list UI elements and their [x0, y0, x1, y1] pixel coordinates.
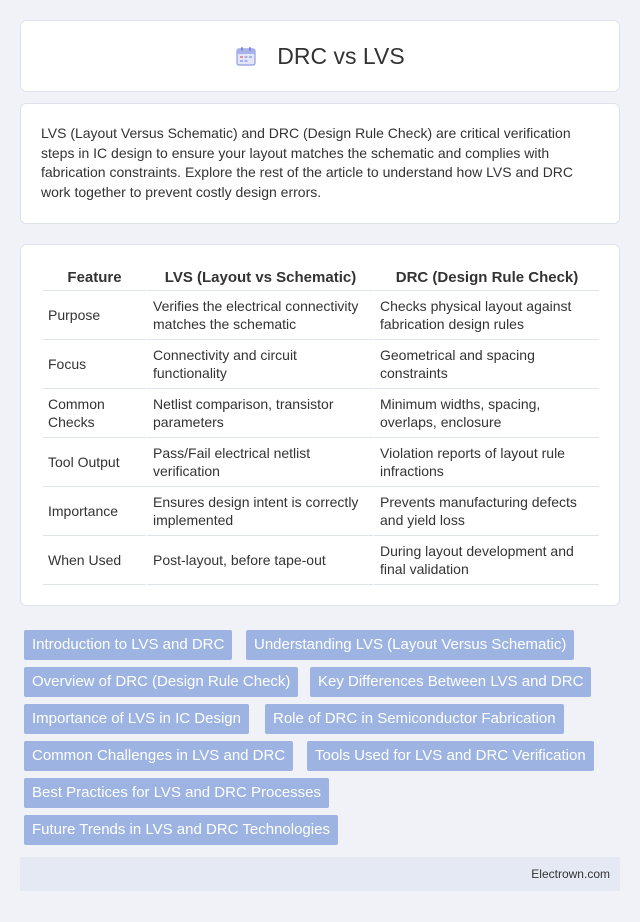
topic-link-key-differences[interactable]: Key Differences Between LVS and DRC	[310, 667, 591, 697]
cell-drc: Violation reports of layout rule infractions	[373, 438, 599, 487]
topic-link-overview-drc[interactable]: Overview of DRC (Design Rule Check)	[24, 667, 298, 697]
cell-drc: Minimum widths, spacing, overlaps, enclosure	[373, 389, 599, 438]
cell-feature: Focus	[43, 340, 146, 389]
topic-link-importance-lvs[interactable]: Importance of LVS in IC Design	[24, 704, 249, 734]
footer	[20, 857, 620, 891]
cell-feature: Purpose	[43, 291, 146, 340]
topic-link-introduction[interactable]: Introduction to LVS and DRC	[24, 630, 232, 660]
cell-drc: Checks physical layout against fabrication design rules	[373, 291, 599, 340]
comparison-table-card	[20, 244, 620, 606]
cell-drc: Geometrical and spacing constraints	[373, 340, 599, 389]
topic-link-best-practices[interactable]: Best Practices for LVS and DRC Processes	[24, 778, 329, 808]
cell-feature: Tool Output	[43, 438, 146, 487]
intro-text: LVS (Layout Versus Schematic) and DRC (Design Rule Check) are critical verification steps in IC design to ensure your layout matches the schematic and complies with fabrication constraints. Explore the rest of the article to understand how LVS and DRC work together to prevent costly design errors.	[41, 125, 574, 200]
intro-card	[20, 103, 620, 224]
table-row	[43, 291, 599, 340]
table-row	[43, 438, 599, 487]
cell-lvs: Netlist comparison, transistor parameters	[146, 389, 373, 438]
cell-lvs: Pass/Fail electrical netlist verification	[146, 438, 373, 487]
cell-lvs: Ensures design intent is correctly implemented	[146, 487, 373, 536]
header-drc: DRC (Design Rule Check)	[373, 265, 599, 291]
cell-feature: Importance	[43, 487, 146, 536]
footer-site-name: Electrown.com	[531, 867, 610, 881]
calendar-icon	[235, 45, 257, 67]
table-row	[43, 389, 599, 438]
page-title: DRC vs LVS	[277, 42, 405, 69]
topic-link-tools-used[interactable]: Tools Used for LVS and DRC Verification	[307, 741, 594, 771]
header-feature: Feature	[43, 265, 146, 291]
header-lvs: LVS (Layout vs Schematic)	[146, 265, 373, 291]
cell-drc: Prevents manufacturing defects and yield loss	[373, 487, 599, 536]
table-header-row	[43, 265, 599, 291]
table-row	[43, 340, 599, 389]
topic-link-common-challenges[interactable]: Common Challenges in LVS and DRC	[24, 741, 293, 771]
cell-lvs: Connectivity and circuit functionality	[146, 340, 373, 389]
topic-link-understanding-lvs[interactable]: Understanding LVS (Layout Versus Schematic)	[246, 630, 574, 660]
title-card	[20, 20, 620, 92]
topic-link-role-drc[interactable]: Role of DRC in Semiconductor Fabrication	[265, 704, 564, 734]
table-row	[43, 536, 599, 585]
cell-feature: Common Checks	[43, 389, 146, 438]
cell-feature: When Used	[43, 536, 146, 585]
table-row	[43, 487, 599, 536]
topic-link-future-trends[interactable]: Future Trends in LVS and DRC Technologies	[24, 815, 338, 845]
cell-lvs: Post-layout, before tape-out	[146, 536, 373, 585]
cell-drc: During layout development and final validation	[373, 536, 599, 585]
comparison-table	[43, 265, 599, 585]
cell-lvs: Verifies the electrical connectivity matches the schematic	[146, 291, 373, 340]
